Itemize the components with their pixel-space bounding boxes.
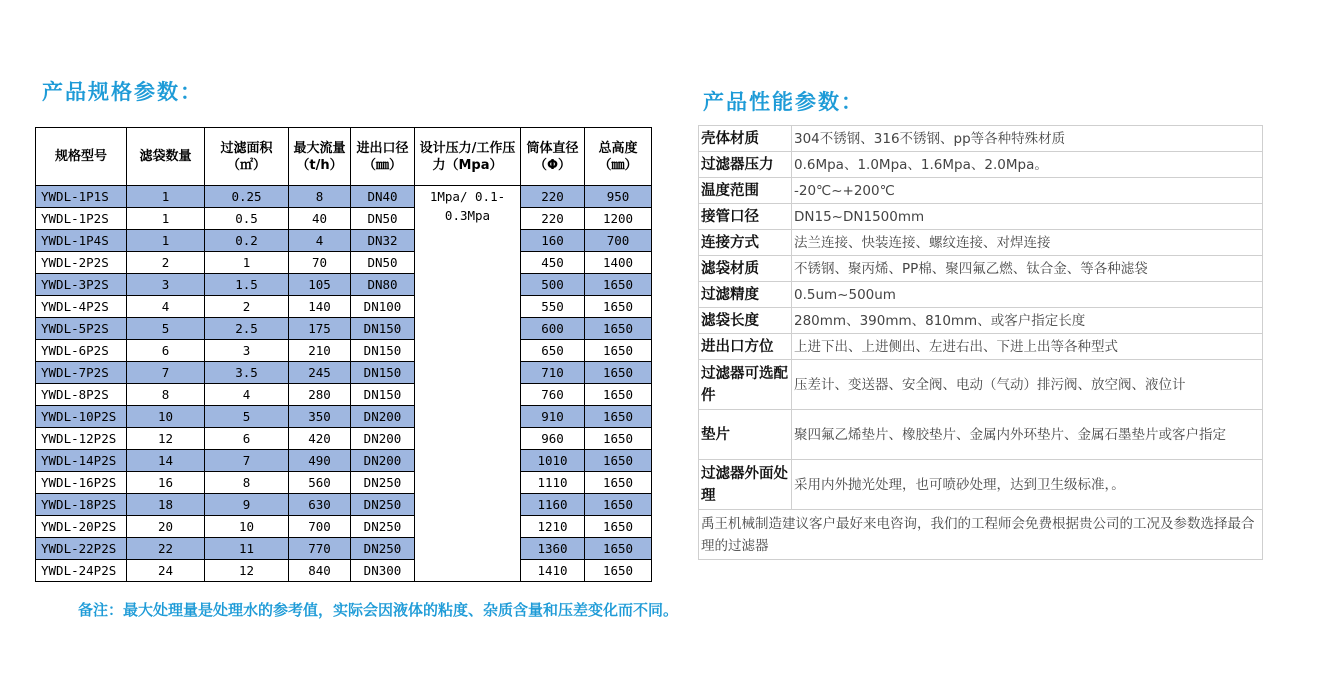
remark-note: 备注：最大处理量是处理水的参考值，实际会因液体的粘度、杂质含量和压差变化而不同。	[78, 601, 679, 619]
cell-barrel-diameter: 500	[521, 274, 585, 296]
cell-filter-area: 0.2	[205, 230, 289, 252]
perf-row	[699, 256, 1263, 282]
cell-filter-area: 12	[205, 560, 289, 582]
cell-total-height: 1650	[585, 472, 652, 494]
table-row	[36, 494, 652, 516]
cell-total-height: 1650	[585, 296, 652, 318]
cell-model: YWDL-1P1S	[36, 186, 127, 208]
cell-total-height: 1650	[585, 538, 652, 560]
table-row	[36, 472, 652, 494]
cell-total-height: 1650	[585, 428, 652, 450]
perf-value: 法兰连接、快装连接、螺纹连接、对焊连接	[792, 230, 1263, 256]
cell-max-flow: 8	[289, 186, 351, 208]
perf-row	[699, 152, 1263, 178]
cell-bag-count: 20	[127, 516, 205, 538]
cell-barrel-diameter: 220	[521, 186, 585, 208]
cell-model: YWDL-5P2S	[36, 318, 127, 340]
perf-label: 过滤器压力	[699, 152, 792, 178]
cell-filter-area: 0.25	[205, 186, 289, 208]
perf-value: 0.5um~500um	[792, 282, 1263, 308]
table-row	[36, 318, 652, 340]
cell-max-flow: 560	[289, 472, 351, 494]
cell-port-diameter: DN50	[351, 252, 415, 274]
cell-barrel-diameter: 160	[521, 230, 585, 252]
cell-max-flow: 40	[289, 208, 351, 230]
cell-barrel-diameter: 1010	[521, 450, 585, 472]
header-max-flow: 最大流量（t/h）	[289, 128, 351, 186]
cell-port-diameter: DN40	[351, 186, 415, 208]
cell-port-diameter: DN300	[351, 560, 415, 582]
perf-row	[699, 308, 1263, 334]
cell-max-flow: 490	[289, 450, 351, 472]
table-row	[36, 230, 652, 252]
cell-filter-area: 1	[205, 252, 289, 274]
cell-max-flow: 4	[289, 230, 351, 252]
cell-total-height: 1650	[585, 384, 652, 406]
cell-model: YWDL-8P2S	[36, 384, 127, 406]
table-row	[36, 274, 652, 296]
cell-port-diameter: DN50	[351, 208, 415, 230]
perf-value: 0.6Mpa、1.0Mpa、1.6Mpa、2.0Mpa。	[792, 152, 1263, 178]
cell-filter-area: 2.5	[205, 318, 289, 340]
cell-max-flow: 700	[289, 516, 351, 538]
perf-title: 产品性能参数：	[703, 90, 864, 114]
header-bag-count: 滤袋数量	[127, 128, 205, 186]
table-row	[36, 538, 652, 560]
perf-value: 280mm、390mm、810mm、或客户指定长度	[792, 308, 1263, 334]
cell-bag-count: 18	[127, 494, 205, 516]
cell-max-flow: 140	[289, 296, 351, 318]
cell-max-flow: 280	[289, 384, 351, 406]
cell-max-flow: 350	[289, 406, 351, 428]
cell-port-diameter: DN150	[351, 318, 415, 340]
cell-model: YWDL-16P2S	[36, 472, 127, 494]
cell-barrel-diameter: 1160	[521, 494, 585, 516]
cell-filter-area: 0.5	[205, 208, 289, 230]
cell-total-height: 1650	[585, 340, 652, 362]
cell-port-diameter: DN150	[351, 340, 415, 362]
cell-max-flow: 70	[289, 252, 351, 274]
cell-filter-area: 8	[205, 472, 289, 494]
cell-port-diameter: DN250	[351, 472, 415, 494]
cell-barrel-diameter: 450	[521, 252, 585, 274]
table-row	[36, 186, 652, 208]
cell-barrel-diameter: 1410	[521, 560, 585, 582]
perf-value: 304不锈钢、316不锈钢、pp等各种特殊材质	[792, 126, 1263, 152]
cell-model: YWDL-14P2S	[36, 450, 127, 472]
perf-label: 进出口方位	[699, 334, 792, 360]
spec-table	[35, 127, 652, 582]
cell-model: YWDL-12P2S	[36, 428, 127, 450]
table-row	[36, 406, 652, 428]
cell-model: YWDL-3P2S	[36, 274, 127, 296]
cell-barrel-diameter: 550	[521, 296, 585, 318]
cell-model: YWDL-22P2S	[36, 538, 127, 560]
cell-model: YWDL-1P2S	[36, 208, 127, 230]
cell-total-height: 1650	[585, 450, 652, 472]
cell-model: YWDL-24P2S	[36, 560, 127, 582]
cell-bag-count: 3	[127, 274, 205, 296]
cell-pressure: 1Mpa/ 0.1-0.3Mpa	[415, 186, 521, 582]
perf-row	[699, 410, 1263, 460]
perf-value: -20℃~+200℃	[792, 178, 1263, 204]
cell-bag-count: 24	[127, 560, 205, 582]
perf-label: 滤袋长度	[699, 308, 792, 334]
perf-note: 禹王机械制造建议客户最好来电咨询，我们的工程师会免费根据贵公司的工况及参数选择最合理的过滤器	[699, 510, 1263, 560]
cell-filter-area: 10	[205, 516, 289, 538]
perf-label: 过滤器可选配件	[699, 360, 792, 410]
cell-total-height: 1650	[585, 318, 652, 340]
cell-port-diameter: DN100	[351, 296, 415, 318]
perf-label: 壳体材质	[699, 126, 792, 152]
cell-total-height: 1200	[585, 208, 652, 230]
cell-filter-area: 6	[205, 428, 289, 450]
cell-port-diameter: DN80	[351, 274, 415, 296]
cell-port-diameter: DN200	[351, 406, 415, 428]
perf-table	[698, 125, 1263, 560]
cell-bag-count: 5	[127, 318, 205, 340]
cell-max-flow: 420	[289, 428, 351, 450]
cell-barrel-diameter: 600	[521, 318, 585, 340]
cell-bag-count: 22	[127, 538, 205, 560]
perf-value: 压差计、变送器、安全阀、电动（气动）排污阀、放空阀、液位计	[792, 360, 1263, 410]
cell-filter-area: 3	[205, 340, 289, 362]
cell-barrel-diameter: 960	[521, 428, 585, 450]
cell-max-flow: 245	[289, 362, 351, 384]
perf-value: 聚四氟乙烯垫片、橡胶垫片、金属内外环垫片、金属石墨垫片或客户指定	[792, 410, 1263, 460]
spec-title: 产品规格参数：	[42, 80, 203, 104]
perf-row	[699, 360, 1263, 410]
cell-filter-area: 3.5	[205, 362, 289, 384]
perf-value: DN15~DN1500mm	[792, 204, 1263, 230]
cell-total-height: 700	[585, 230, 652, 252]
cell-total-height: 1650	[585, 494, 652, 516]
cell-bag-count: 14	[127, 450, 205, 472]
cell-barrel-diameter: 710	[521, 362, 585, 384]
cell-barrel-diameter: 650	[521, 340, 585, 362]
cell-port-diameter: DN150	[351, 362, 415, 384]
cell-bag-count: 12	[127, 428, 205, 450]
cell-total-height: 1650	[585, 274, 652, 296]
cell-bag-count: 7	[127, 362, 205, 384]
cell-model: YWDL-4P2S	[36, 296, 127, 318]
cell-model: YWDL-18P2S	[36, 494, 127, 516]
perf-row	[699, 178, 1263, 204]
cell-total-height: 1650	[585, 362, 652, 384]
cell-total-height: 1650	[585, 516, 652, 538]
cell-bag-count: 8	[127, 384, 205, 406]
cell-barrel-diameter: 760	[521, 384, 585, 406]
perf-value: 上进下出、上进侧出、左进右出、下进上出等各种型式	[792, 334, 1263, 360]
header-model: 规格型号	[36, 128, 127, 186]
header-barrel-diameter: 筒体直径（Φ）	[521, 128, 585, 186]
cell-max-flow: 840	[289, 560, 351, 582]
cell-barrel-diameter: 1210	[521, 516, 585, 538]
cell-model: YWDL-10P2S	[36, 406, 127, 428]
cell-bag-count: 16	[127, 472, 205, 494]
cell-port-diameter: DN200	[351, 428, 415, 450]
cell-filter-area: 11	[205, 538, 289, 560]
cell-barrel-diameter: 1110	[521, 472, 585, 494]
table-row	[36, 384, 652, 406]
cell-filter-area: 5	[205, 406, 289, 428]
cell-barrel-diameter: 1360	[521, 538, 585, 560]
cell-filter-area: 7	[205, 450, 289, 472]
perf-label: 滤袋材质	[699, 256, 792, 282]
cell-total-height: 1650	[585, 560, 652, 582]
cell-bag-count: 2	[127, 252, 205, 274]
cell-barrel-diameter: 910	[521, 406, 585, 428]
cell-total-height: 1400	[585, 252, 652, 274]
cell-barrel-diameter: 220	[521, 208, 585, 230]
perf-row	[699, 126, 1263, 152]
cell-filter-area: 4	[205, 384, 289, 406]
table-row	[36, 428, 652, 450]
cell-total-height: 1650	[585, 406, 652, 428]
perf-value: 采用内外抛光处理，也可喷砂处理，达到卫生级标准，。	[792, 460, 1263, 510]
header-port-diameter: 进出口径（㎜）	[351, 128, 415, 186]
perf-label: 垫片	[699, 410, 792, 460]
cell-max-flow: 770	[289, 538, 351, 560]
cell-bag-count: 1	[127, 186, 205, 208]
perf-value: 不锈钢、聚丙烯、PP棉、聚四氟乙燃、钛合金、等各种滤袋	[792, 256, 1263, 282]
table-row	[36, 208, 652, 230]
perf-row	[699, 282, 1263, 308]
perf-label: 过滤精度	[699, 282, 792, 308]
cell-max-flow: 105	[289, 274, 351, 296]
cell-model: YWDL-2P2S	[36, 252, 127, 274]
cell-max-flow: 210	[289, 340, 351, 362]
cell-max-flow: 630	[289, 494, 351, 516]
cell-port-diameter: DN250	[351, 538, 415, 560]
cell-model: YWDL-6P2S	[36, 340, 127, 362]
perf-row	[699, 204, 1263, 230]
cell-bag-count: 1	[127, 230, 205, 252]
cell-model: YWDL-20P2S	[36, 516, 127, 538]
cell-filter-area: 2	[205, 296, 289, 318]
table-row	[36, 450, 652, 472]
cell-model: YWDL-7P2S	[36, 362, 127, 384]
cell-max-flow: 175	[289, 318, 351, 340]
table-row	[36, 560, 652, 582]
table-row	[36, 362, 652, 384]
cell-filter-area: 1.5	[205, 274, 289, 296]
perf-row	[699, 230, 1263, 256]
cell-bag-count: 4	[127, 296, 205, 318]
cell-bag-count: 6	[127, 340, 205, 362]
cell-port-diameter: DN250	[351, 494, 415, 516]
table-row	[36, 252, 652, 274]
table-row	[36, 296, 652, 318]
perf-label: 温度范围	[699, 178, 792, 204]
table-row	[36, 516, 652, 538]
perf-label: 接管口径	[699, 204, 792, 230]
header-pressure: 设计压力/工作压力（Mpa）	[415, 128, 521, 186]
perf-row	[699, 334, 1263, 360]
header-total-height: 总高度（㎜）	[585, 128, 652, 186]
cell-port-diameter: DN200	[351, 450, 415, 472]
cell-filter-area: 9	[205, 494, 289, 516]
cell-model: YWDL-1P4S	[36, 230, 127, 252]
cell-bag-count: 10	[127, 406, 205, 428]
cell-port-diameter: DN32	[351, 230, 415, 252]
perf-label: 连接方式	[699, 230, 792, 256]
perf-row	[699, 460, 1263, 510]
perf-note-row	[699, 510, 1263, 560]
spec-header-row	[36, 128, 652, 186]
table-row	[36, 340, 652, 362]
header-filter-area: 过滤面积（㎡）	[205, 128, 289, 186]
perf-label: 过滤器外面处理	[699, 460, 792, 510]
cell-total-height: 950	[585, 186, 652, 208]
cell-port-diameter: DN150	[351, 384, 415, 406]
cell-port-diameter: DN250	[351, 516, 415, 538]
cell-bag-count: 1	[127, 208, 205, 230]
